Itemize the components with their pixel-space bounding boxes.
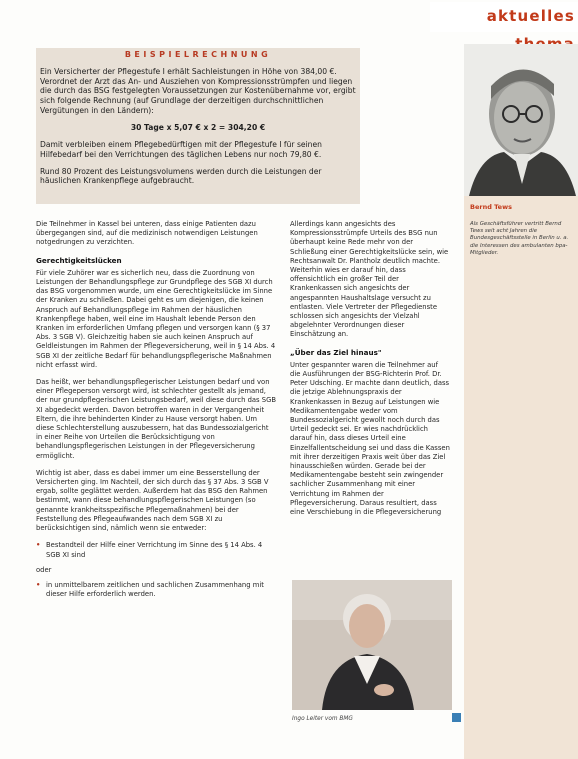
- bullet-item: • in unmittelbarem zeitlichen und sachlichen Zusammenhang mit dieser Hilfe erforderlich werden.: [36, 581, 276, 599]
- page-marker: [452, 713, 461, 722]
- subheading: Gerechtigkeitslücken: [36, 255, 122, 265]
- box-paragraph: Damit verbleiben einem Pflegebedürftigen mit der Pflegestufe I für seinen Hilfebedarf bei den Verrichtungen des täglichen Lebens nur noch 79,80 €.: [40, 139, 322, 159]
- subheading: „Über das Ziel hinaus": [290, 347, 382, 357]
- paragraph: Unter gespannter waren die Teilnehmer auf die Ausführungen der BSG-Richterin Prof. Dr. Peter Udsching. Er machte dann deutlich, dass die jetzige Ablehnungspraxis der Krankenkassen in Bezug auf Leistungen wie Medikamentengabe weder vom Bundessozialgericht gewollt noch durch das Urteil gedeckt sei. Er wies nachdrücklich darauf hin, dass dieses Urteil eine Einzelfallentscheidung sei und dass die Kassen mit ihrer derzeitigen Praxis weit über das Ziel hinausschießen würden. Gerade bei der Medikamentengabe besteht sein zwingender sachlicher Zusammenhang mit einer Verrichtung im Rahmen der Pflegeversicherung. Daraus resultiert, dass eine Verschiebung in die Pflegeversicherung: [290, 360, 450, 517]
- paragraph: Die Teilnehmer in Kassel bei unteren, dass einige Patienten dazu übergegangen sind, auf die medizinisch notwendigen Leistungen notgedrungen zu verzichten.: [36, 220, 258, 247]
- bullet-list: [36, 541, 276, 559]
- portrait-caption-text: Als Geschäftsführer vertritt Bernd Tews seit acht Jahren die Bundesgeschäftsstelle in Berlin u. a. die Interessen des ambulanten bpa-Mitglieder.: [470, 221, 569, 256]
- left-column: [36, 220, 276, 605]
- box-formula: 30 Tage x 5,07 € x 2 = 304,20 €: [130, 122, 266, 132]
- paragraph: Für viele Zuhörer war es sicherlich neu, dass die Zuordnung von Leistungen der Behandlungspflege zur Grundpflege des SGB XI durch das BSG vorgenommen wurde, um eine Gerechtigkeitslücke im Sinne der Kranken zu schließen. Dabei geht es um diejenigen, die keinen Anspruch auf Behandlungspflege im Rahmen der häuslichen Krankenpflege haben, weil eine im Haushalt lebende Person den Kranken im erforderlichen Umfang pflegen und versorgen kann (§ 37 Abs. 3 SGB V). Gleichzeitig haben sie auch keinen Anspruch auf Geldleistungen im Rahmen der Pflegeversicherung, weil in § 14 Abs. 4 SGB XI der zeitliche Bedarf für behandlungspflegerische Maßnahmen nicht erfasst wird.: [36, 268, 276, 369]
- portrait-caption-name: Bernd Tews: [470, 203, 512, 211]
- portrait-illustration: [464, 44, 578, 196]
- box-paragraph: Rund 80 Prozent des Leistungsvolumens werden durch die Leistungen der häuslichen Krankenpflege aufgebraucht.: [40, 166, 322, 186]
- example-calculation-content: [40, 50, 356, 194]
- bullet-list: [36, 581, 276, 599]
- connector-word: oder: [36, 565, 52, 574]
- speaker-illustration: [292, 580, 452, 710]
- portrait-photo: [464, 44, 578, 196]
- speaker-photo: [292, 580, 452, 710]
- section-title: aktuelles: [430, 2, 578, 32]
- box-paragraph: Ein Versicherter der Pflegestufe I erhält Sachleistungen in Höhe von 384,00 €. Verordnet der Arzt das An- und Ausziehen von Kompressionsstrümpfen und liegen die durch das BSG festgelegten Voraussetzungen zur Kostenübernahme vor, ergibt sich folgende Rechnung (auf Grundlage der derzeitigen durchschnittlichen Vergütungen in den Ländern):: [40, 67, 356, 115]
- right-column: [290, 220, 450, 525]
- box-title: BEISPIELRECHNUNG: [124, 50, 272, 59]
- paragraph: Das heißt, wer behandlungspflegerischer Leistungen bedarf und von einer Pflegeperson versorgt wird, ist schlechter gestellt als jemand, der nur grundpflegerischen Leistungsbedarf, weil diese durch das SGB XI abgedeckt werden. Davon betroffen waren in der Vergangenheit Eltern, die ihre behinderten Kinder zu Hause versorgt haben. Um diese Schlechterstellung auszubessern, hat das Bundessozialgericht in einer Reihe von Urteilen die Berücksichtigung von behandlungspflegerischen Leistungen in der Pflegeversicherung ermöglicht.: [36, 378, 276, 460]
- photo-caption: Ingo Leiter vom BMG: [292, 716, 353, 722]
- paragraph: Wichtig ist aber, dass es dabei immer um eine Besserstellung der Versicherten ging. Im Nachteil, der sich durch das § 37 Abs. 3 SGB V ergab, sollte geglättet werden. Außerdem hat das BSG den Rahmen bestimmt, wann diese behandlungspflegerischen Leistungen (so genannte krankheitsspezifische Pflegemaßnahmen) bei der Feststellung des Pflegeaufwandes nach dem SGB XI zu berücksichtigen sind, nämlich wenn sie entweder:: [36, 468, 269, 533]
- bullet-item: • Bestandteil der Hilfe einer Verrichtung im Sinne des § 14 Abs. 4 SGB XI sind: [36, 541, 276, 559]
- paragraph: Allerdings kann angesichts des Kompressionsstrümpfe Urteils des BSG nun überhaupt keine Rede mehr von der Schließung einer Gerechtigkeitslücke sein, wie Rechtsanwalt Dr. Plantholz deutlich machte. Weiterhin wies er darauf hin, dass offensichtlich ein großer Teil der Krankenkassen sich angesichts der angespannten Haushaltslage versucht zu entlasten. Viele Vertreter der Pflegedienste schlossen sich angesichts der Vielzahl abgelehnter Verordnungen dieser Einschätzung an.: [290, 220, 449, 339]
